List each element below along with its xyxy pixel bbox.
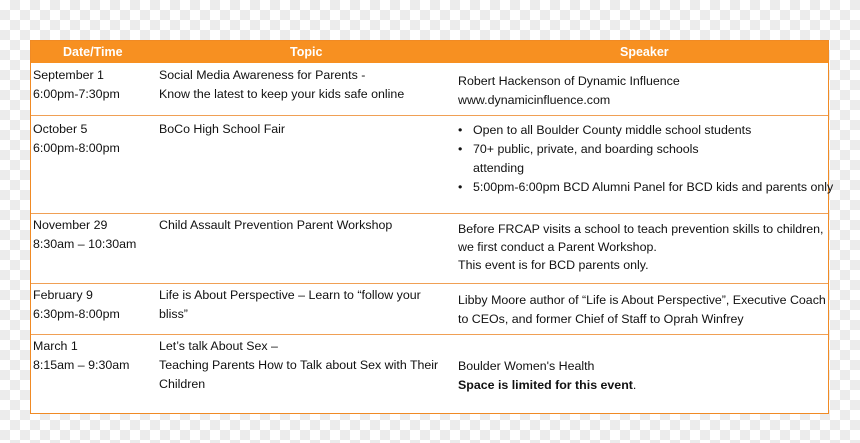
speaker-note <box>458 376 830 395</box>
event-date: November 29 <box>33 218 108 232</box>
speaker-cell <box>458 357 830 395</box>
topic-cell <box>159 120 451 139</box>
header-topic: Topic <box>290 45 323 59</box>
speaker-note-bold: Space is limited for this event <box>458 378 633 392</box>
table-row <box>31 283 828 335</box>
speaker-note-suffix: . <box>632 378 637 392</box>
date-cell <box>33 337 151 375</box>
topic-line: Social Media Awareness for Parents - <box>159 68 366 82</box>
speaker-cell <box>458 220 830 274</box>
date-cell <box>33 66 151 104</box>
event-date: March 1 <box>33 339 78 353</box>
topic-line: Children <box>159 377 206 391</box>
date-cell <box>33 216 151 254</box>
event-time: 8:15am – 9:30am <box>33 358 130 372</box>
speaker-line: we first conduct a Parent Workshop. <box>458 240 657 254</box>
event-date: February 9 <box>33 288 93 302</box>
date-cell <box>33 120 151 158</box>
event-date: September 1 <box>33 68 104 82</box>
table-row <box>31 115 834 215</box>
topic-cell <box>159 337 451 394</box>
speaker-line: This event is for BCD parents only. <box>458 258 649 272</box>
date-cell <box>33 286 151 324</box>
speaker-link[interactable]: www.dynamicinfluence.com <box>458 93 611 107</box>
topic-cell <box>159 66 451 104</box>
event-date: October 5 <box>33 122 88 136</box>
speaker-line: Robert Hackenson of Dynamic Influence <box>458 74 680 88</box>
bullet-item: • 5:00pm-6:00pm BCD Alumni Panel for BCD kids and parents only <box>458 178 830 197</box>
event-time: 6:00pm-7:30pm <box>33 87 120 101</box>
topic-line: Life is About Perspective – Learn to “follow your <box>159 288 421 302</box>
bullet-item: • Open to all Boulder County middle school students <box>458 121 830 140</box>
table-row <box>31 213 828 283</box>
topic-line: Teaching Parents How to Talk about Sex with Their <box>159 358 439 372</box>
topic-line: Let’s talk About Sex – <box>159 339 278 353</box>
speaker-cell <box>458 72 830 110</box>
topic-cell <box>159 216 451 235</box>
topic-line: Child Assault Prevention Parent Workshop <box>159 218 393 232</box>
table-row <box>31 334 828 415</box>
speaker-cell <box>458 291 830 329</box>
speaker-line: Before FRCAP visits a school to teach prevention skills to children, <box>458 222 824 236</box>
event-time: 6:00pm-8:00pm <box>33 141 120 155</box>
header-speaker: Speaker <box>620 45 669 59</box>
topic-line: bliss” <box>159 307 188 321</box>
speaker-cell <box>458 121 834 197</box>
bullet-item: • 70+ public, private, and boarding schools <box>458 140 830 159</box>
table-header <box>31 41 828 63</box>
speaker-line: to CEOs, and former Chief of Staff to Oprah Winfrey <box>458 312 744 326</box>
topic-line: BoCo High School Fair <box>159 122 286 136</box>
speaker-line: Libby Moore author of “Life is About Perspective”, Executive Coach <box>458 293 826 307</box>
speaker-line: Boulder Women's Health <box>458 359 595 373</box>
topic-line: Know the latest to keep your kids safe online <box>159 87 405 101</box>
bullet-continuation: attending <box>473 161 524 175</box>
table-row <box>31 63 828 113</box>
events-table <box>30 40 834 414</box>
header-date: Date/Time <box>63 45 123 59</box>
event-time: 6:30pm-8:00pm <box>33 307 120 321</box>
event-time: 8:30am – 10:30am <box>33 237 137 251</box>
topic-cell <box>159 286 451 324</box>
